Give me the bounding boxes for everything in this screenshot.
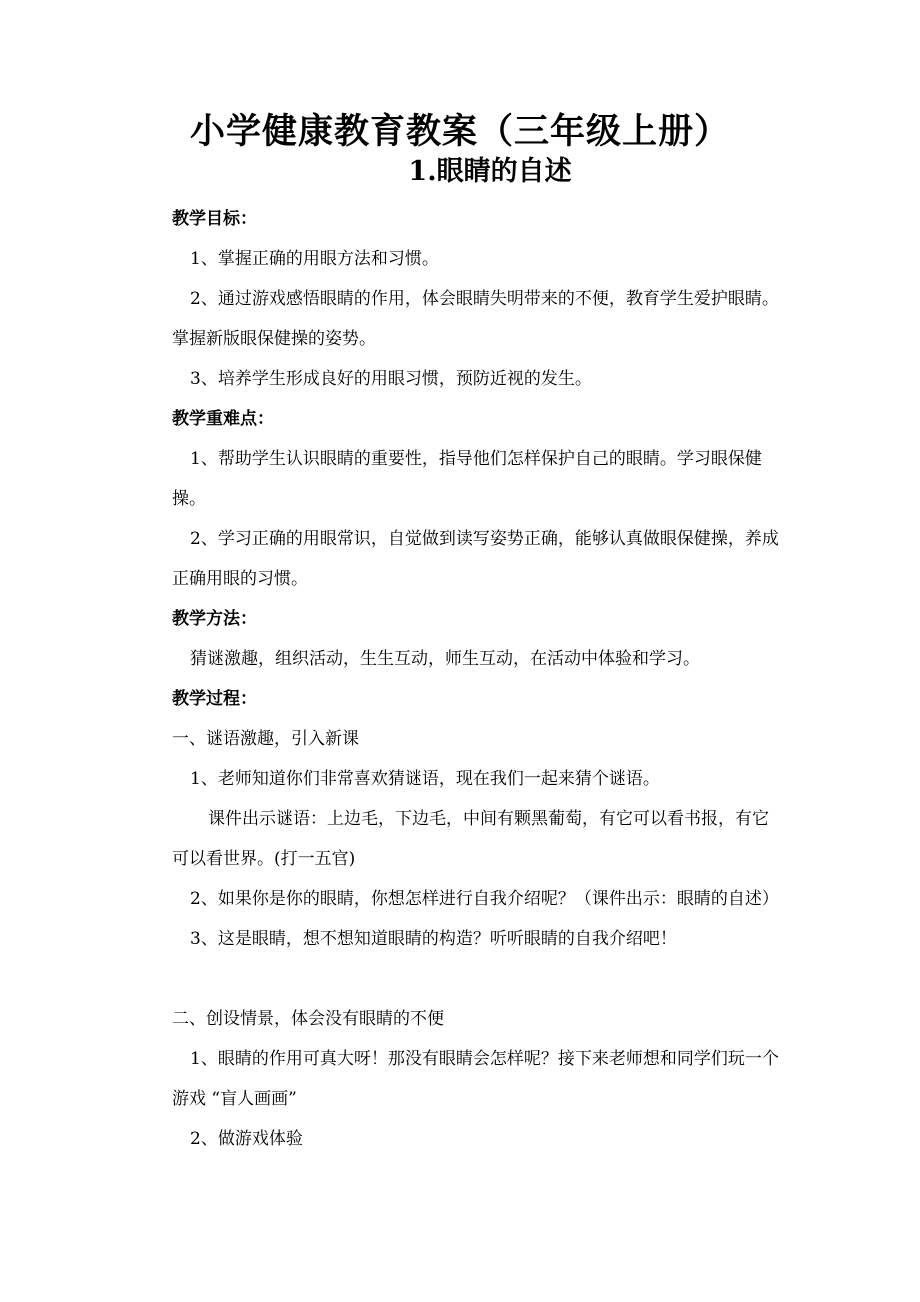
methods-heading: 教学方法： <box>172 609 257 629</box>
key-point-item: 2、学习正确的用眼常识，自觉做到读写姿势正确，能够认真做眼保健操，养成正确用眼的习惯。 <box>172 529 779 589</box>
riddle-text: 课件出示谜语：上边毛，下边毛，中间有颗黑葡萄，有它可以看书报，有它可以看世界。(打一五官) <box>172 809 769 869</box>
process-part2-title: 二、创设情景，体会没有眼睛的不便 <box>172 1009 444 1029</box>
process-item: 2、如果你是你的眼睛，你想怎样进行自我介绍呢？（课件出示：眼睛的自述） <box>190 889 779 909</box>
key-point-item: 1、帮助学生认识眼睛的重要性，指导他们怎样保护自己的眼睛。学习眼保健操。 <box>172 449 762 509</box>
process-item: 2、做游戏体验 <box>190 1129 303 1149</box>
document-title: 小学健康教育教案（三年级上册） <box>189 111 730 152</box>
objectives-heading: 教学目标： <box>172 209 257 229</box>
process-item: 1、老师知道你们非常喜欢猜谜语，现在我们一起来猜个谜语。 <box>190 769 660 789</box>
process-item: 1、眼睛的作用可真大呀！那没有眼睛会怎样呢？接下来老师想和同学们玩一个游戏 “盲人画画” <box>172 1049 779 1109</box>
document-body <box>172 199 784 1159</box>
objective-item: 1、掌握正确的用眼方法和习惯。 <box>190 249 439 269</box>
process-heading: 教学过程： <box>172 689 257 709</box>
key-points-heading: 教学重难点： <box>172 409 274 429</box>
lesson-title: 1.眼睛的自述 <box>408 156 572 187</box>
process-part1-title: 一、谜语激趣，引入新课 <box>172 729 359 749</box>
objective-item: 2、通过游戏感悟眼睛的作用，体会眼睛失明带来的不便，教育学生爱护眼睛。掌握新版眼保健操的姿势。 <box>172 289 779 349</box>
methods-text: 猜谜激趣，组织活动，生生互动，师生互动，在活动中体验和学习。 <box>190 649 700 669</box>
objective-item: 3、培养学生形成良好的用眼习惯，预防近视的发生。 <box>190 369 592 389</box>
process-item: 3、这是眼睛，想不想知道眼睛的构造？听听眼睛的自我介绍吧！ <box>190 929 677 949</box>
section-spacer <box>172 959 784 999</box>
